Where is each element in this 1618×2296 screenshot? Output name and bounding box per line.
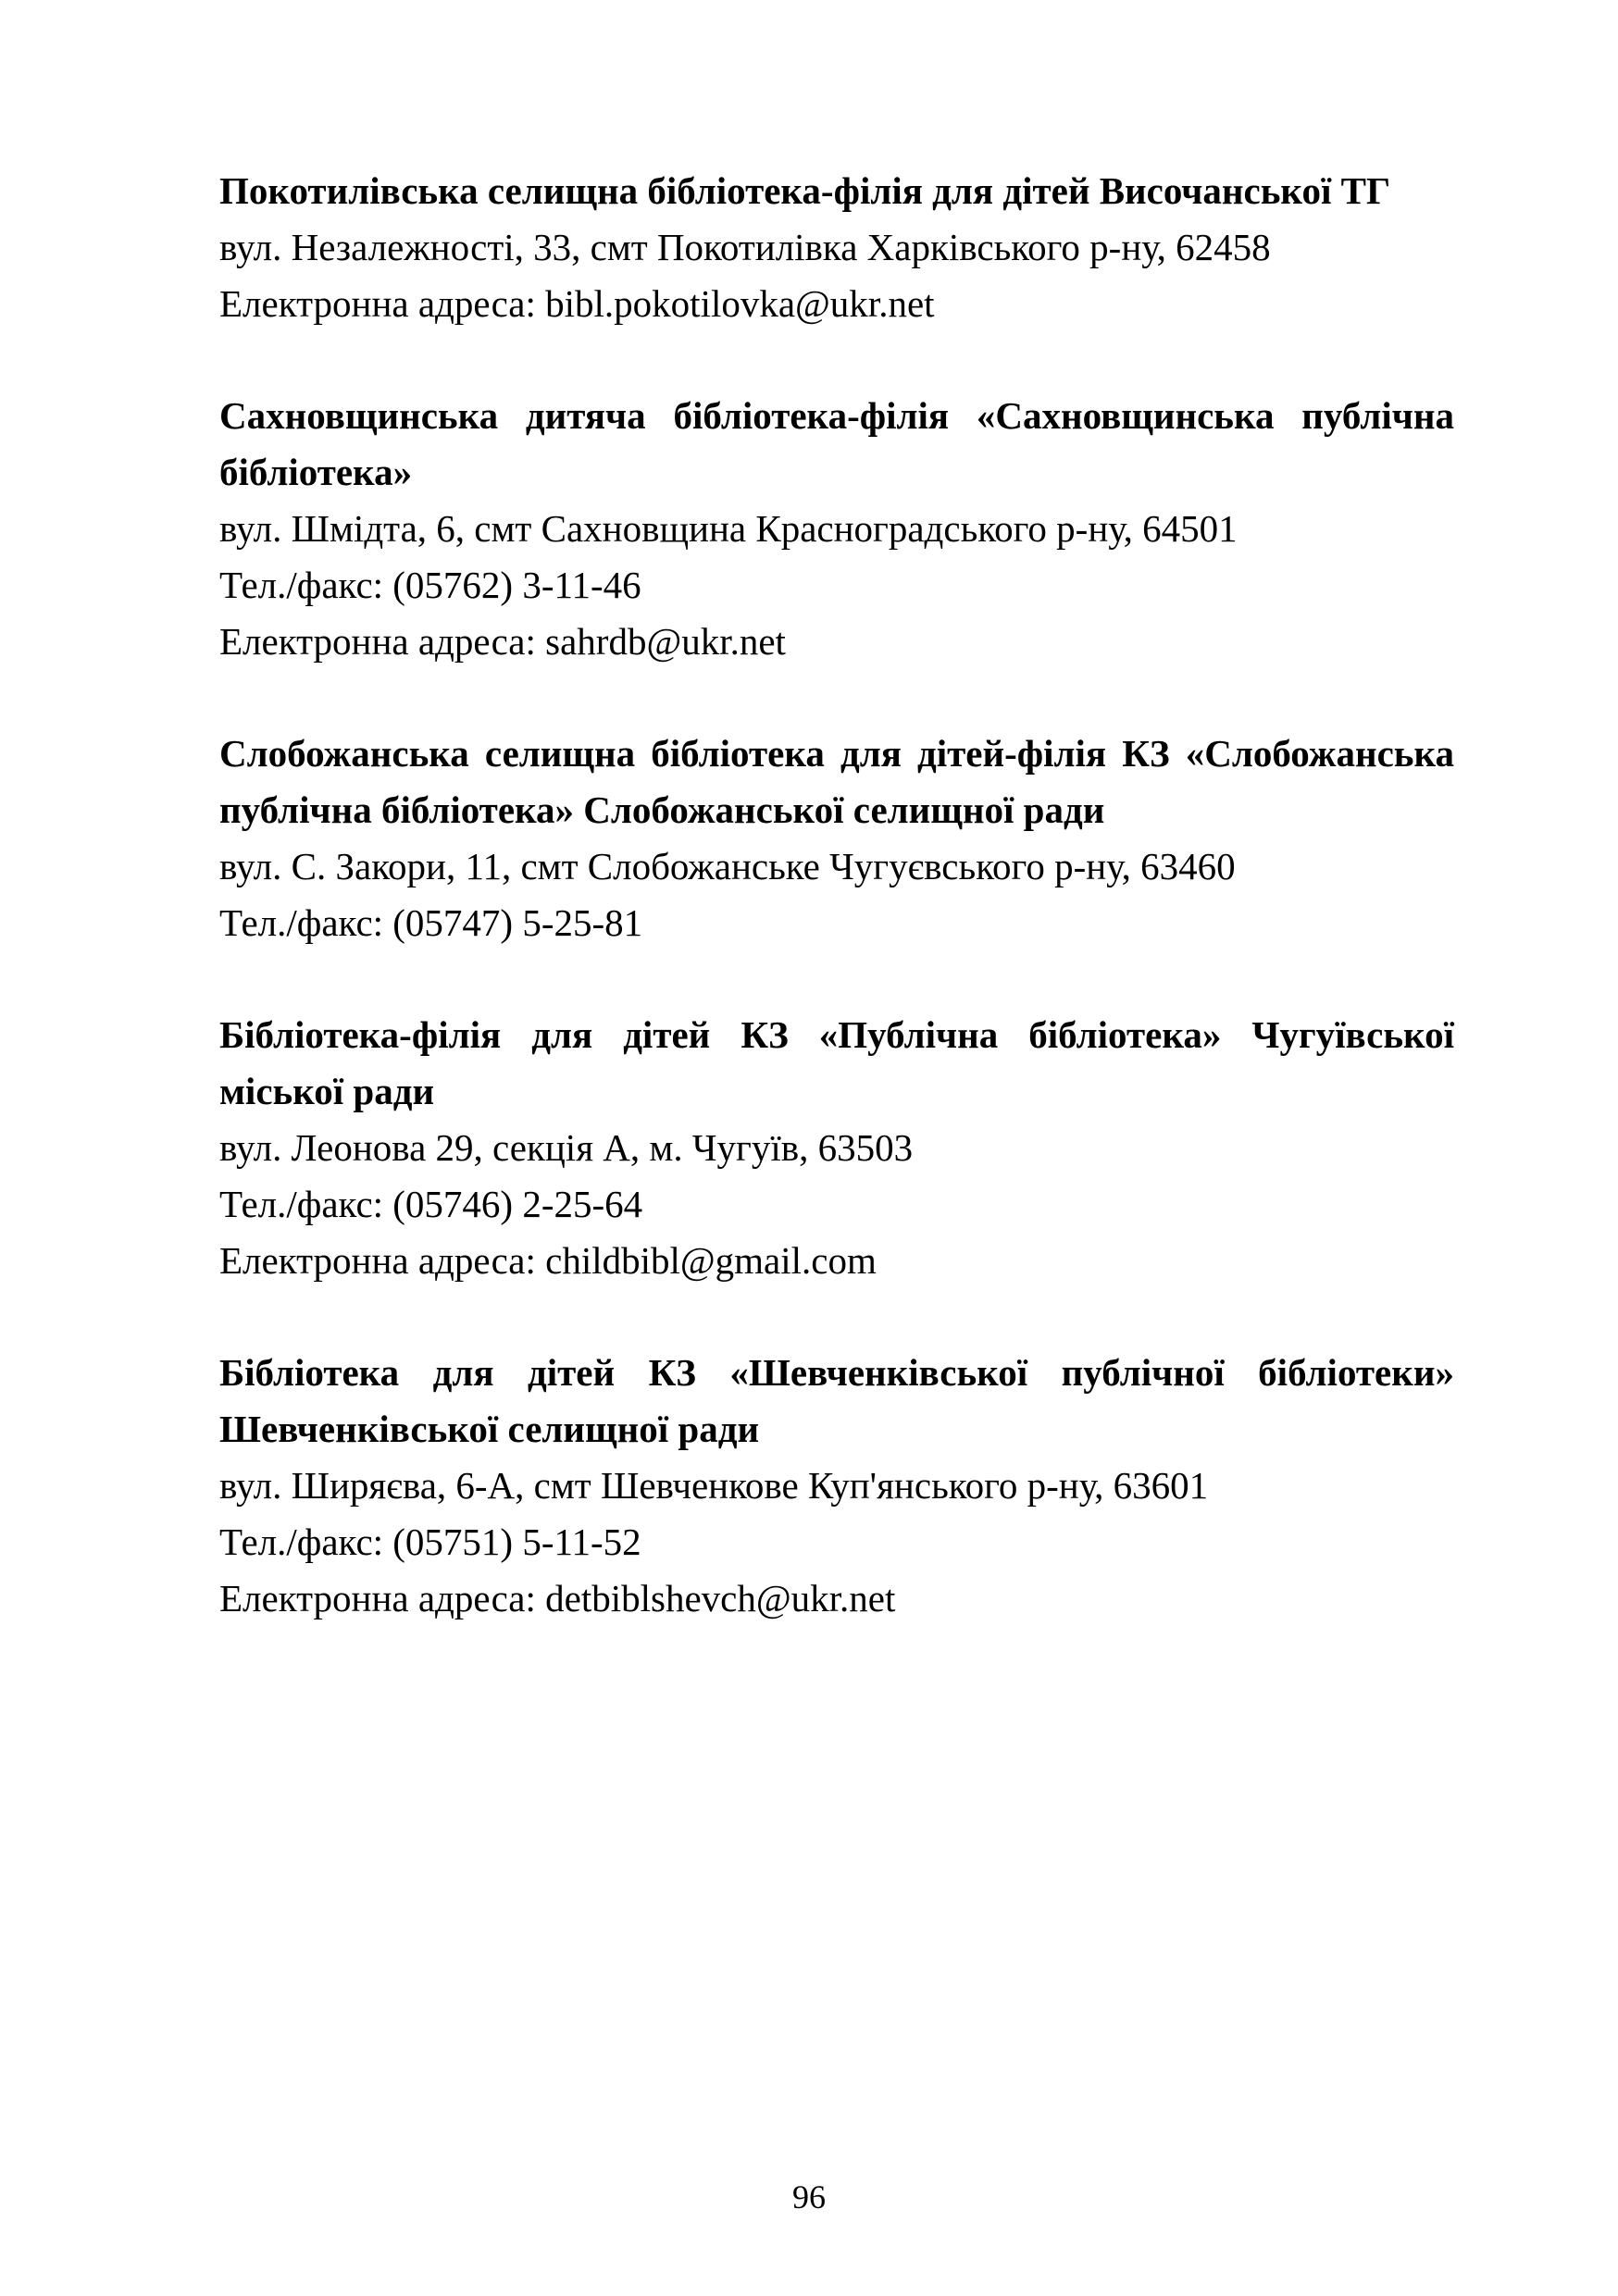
entry-phone: Тел./факс: (05751) 5-11-52 (219, 1520, 641, 1563)
entry-email: Електронна адреса: sahrdb@ukr.net (219, 620, 786, 663)
entry-title: Слобожанська селищна бібліотека для дітей-філія КЗ «Слобожанська публічна бібліотека» Слобожанської селищної ради (219, 732, 1454, 831)
page-content (219, 163, 1454, 1682)
entry-title: Сахновщинська дитяча бібліотека-філія «Сахновщинська публічна бібліотека» (219, 394, 1454, 493)
library-entry-pokotylivka (219, 163, 1454, 332)
library-entry-chuhuiv (219, 1007, 1454, 1289)
library-entry-sakhnovshchyna (219, 388, 1454, 670)
entry-phone: Тел./факс: (05746) 2-25-64 (219, 1183, 643, 1225)
entry-phone: Тел./факс: (05762) 3-11-46 (219, 564, 641, 606)
entry-email: Електронна адреса: bibl.pokotilovka@ukr.net (219, 282, 935, 325)
entry-address: вул. С. Закори, 11, смт Слобожанське Чугуєвського р-ну, 63460 (219, 845, 1236, 887)
entry-address: вул. Незалежності, 33, смт Покотилівка Харківського р-ну, 62458 (219, 226, 1271, 268)
library-entry-shevchenkove (219, 1345, 1454, 1627)
entry-address: вул. Ширяєва, 6-А, смт Шевченкове Куп'янського р-ну, 63601 (219, 1464, 1209, 1507)
entry-address: вул. Шмідта, 6, смт Сахновщина Красноградського р-ну, 64501 (219, 507, 1238, 550)
page-number: 96 (792, 2178, 826, 2215)
entry-email: Електронна адреса: childbibl@gmail.com (219, 1239, 877, 1282)
entry-title: Бібліотека для дітей КЗ «Шевченківської публічної бібліотеки» Шевченківської селищної ради (219, 1351, 1454, 1450)
library-entry-slobozhanske (219, 726, 1454, 951)
entry-email: Електронна адреса: detbiblshevch@ukr.net (219, 1577, 896, 1620)
entry-title: Покотилівська селищна бібліотека-філія для дітей Височанської ТГ (219, 169, 1391, 212)
entry-title: Бібліотека-філія для дітей КЗ «Публічна бібліотека» Чугуївської міської ради (219, 1013, 1454, 1112)
entry-phone: Тел./факс: (05747) 5-25-81 (219, 901, 643, 944)
entry-address: вул. Леонова 29, секція А, м. Чугуїв, 63503 (219, 1126, 914, 1169)
